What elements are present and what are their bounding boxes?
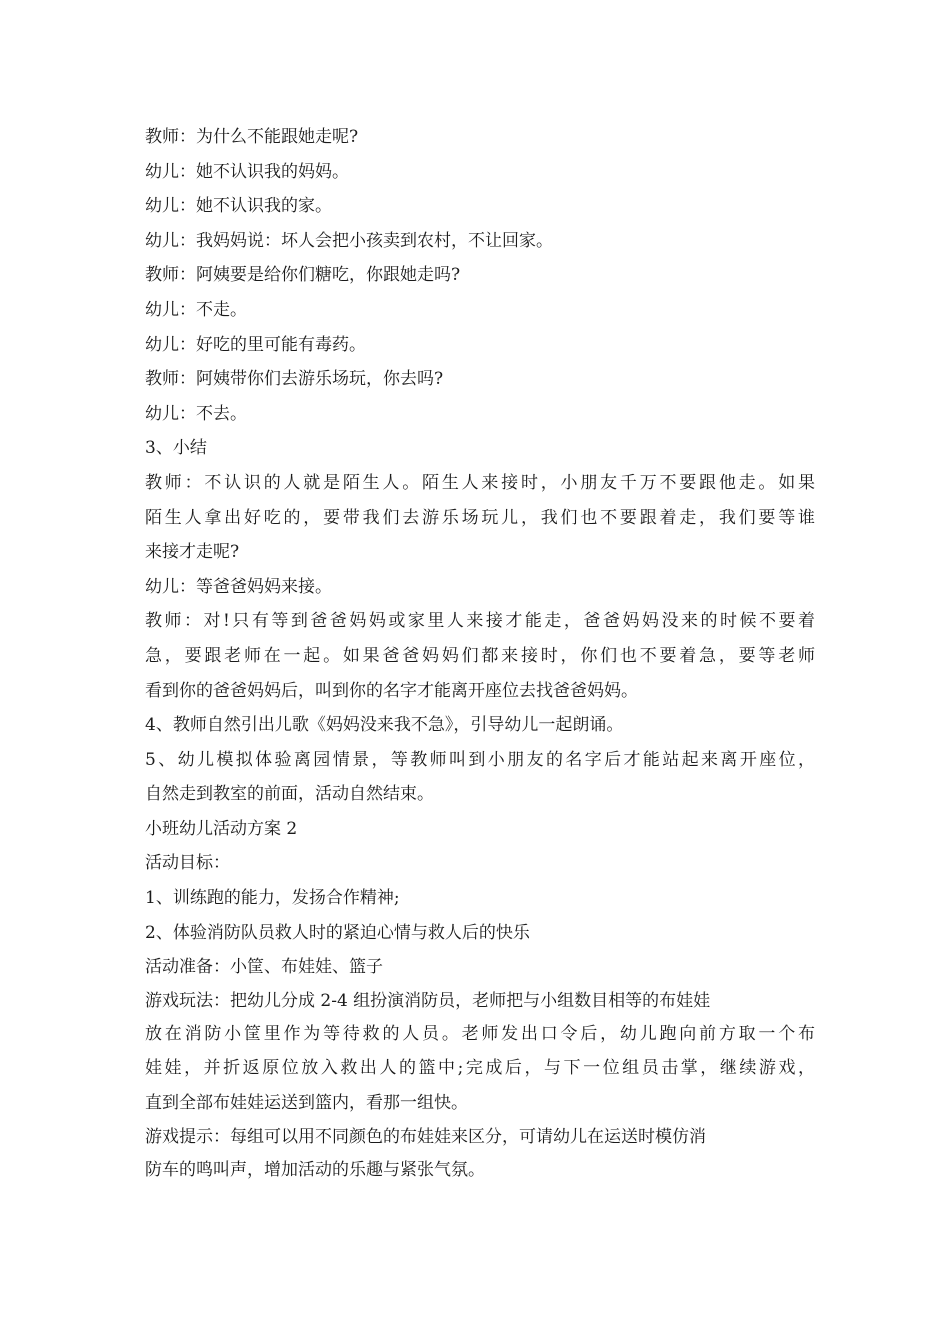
paragraph-line: 游戏提示：每组可以用不同颜色的布娃娃来区分，可请幼儿在运送时模仿消 (145, 1126, 706, 1147)
paragraph-line: 活动准备：小筐、布娃娃、篮子 (145, 957, 383, 978)
paragraph-line: 急，要跟老师在一起。如果爸爸妈妈们都来接时，你们也不要着急，要等老师 (145, 645, 815, 666)
paragraph-line: 幼儿：她不认识我的妈妈。 (145, 161, 349, 182)
paragraph-line: 自然走到教室的前面，活动自然结束。 (145, 784, 434, 805)
paragraph-line: 陌生人拿出好吃的，要带我们去游乐场玩儿，我们也不要跟着走，我们要等谁 (145, 507, 815, 528)
paragraph-line: 教师：为什么不能跟她走呢? (145, 127, 359, 147)
section-heading: 3、小结 (145, 438, 207, 459)
paragraph-line: 防车的鸣叫声，增加活动的乐趣与紧张气氛。 (145, 1159, 485, 1180)
paragraph-line: 游戏玩法：把幼儿分成 2-4 组扮演消防员，老师把与小组数目相等的布娃娃 (145, 990, 711, 1011)
paragraph-line: 放在消防小筐里作为等待救的人员。老师发出口令后，幼儿跑向前方取一个布 (145, 1023, 815, 1044)
list-item: 1、训练跑的能力，发扬合作精神; (145, 888, 400, 909)
paragraph-line: 幼儿：她不认识我的家。 (145, 196, 332, 217)
document-body (145, 120, 815, 1187)
paragraph-line: 幼儿：我妈妈说：坏人会把小孩卖到农村，不让回家。 (145, 230, 553, 251)
paragraph-line: 教师：阿姨带你们去游乐场玩，你去吗? (145, 369, 444, 390)
paragraph-line: 5、幼儿模拟体验离园情景，等教师叫到小朋友的名字后才能站起来离开座位， (145, 749, 815, 770)
paragraph-line: 幼儿：不去。 (145, 403, 247, 424)
paragraph-line: 教师：不认识的人就是陌生人。陌生人来接时，小朋友千万不要跟他走。如果 (145, 472, 815, 493)
paragraph-line: 来接才走呢? (145, 542, 240, 563)
paragraph-line: 幼儿：好吃的里可能有毒药。 (145, 334, 366, 355)
paragraph-line: 4、教师自然引出儿歌《妈妈没来我不急》，引导幼儿一起朗诵。 (145, 715, 624, 736)
paragraph-line: 看到你的爸爸妈妈后，叫到你的名字才能离开座位去找爸爸妈妈。 (145, 680, 638, 701)
paragraph-line: 直到全部布娃娃运送到篮内，看那一组快。 (145, 1093, 468, 1114)
paragraph-line: 幼儿：不走。 (145, 299, 247, 320)
paragraph-line: 教师：对!只有等到爸爸妈妈或家里人来接才能走，爸爸妈妈没来的时候不要着 (145, 611, 815, 632)
paragraph-line: 幼儿：等爸爸妈妈来接。 (145, 576, 332, 597)
section-heading: 活动目标： (145, 853, 230, 874)
paragraph-line: 教师：阿姨要是给你们糖吃，你跟她走吗? (145, 265, 461, 286)
list-item: 2、体验消防队员救人时的紧迫心情与救人后的快乐 (145, 922, 530, 943)
document-title: 小班幼儿活动方案 2 (145, 818, 298, 839)
paragraph-line: 娃娃，并折返原位放入救出人的篮中;完成后，与下一位组员击掌，继续游戏， (145, 1058, 815, 1079)
